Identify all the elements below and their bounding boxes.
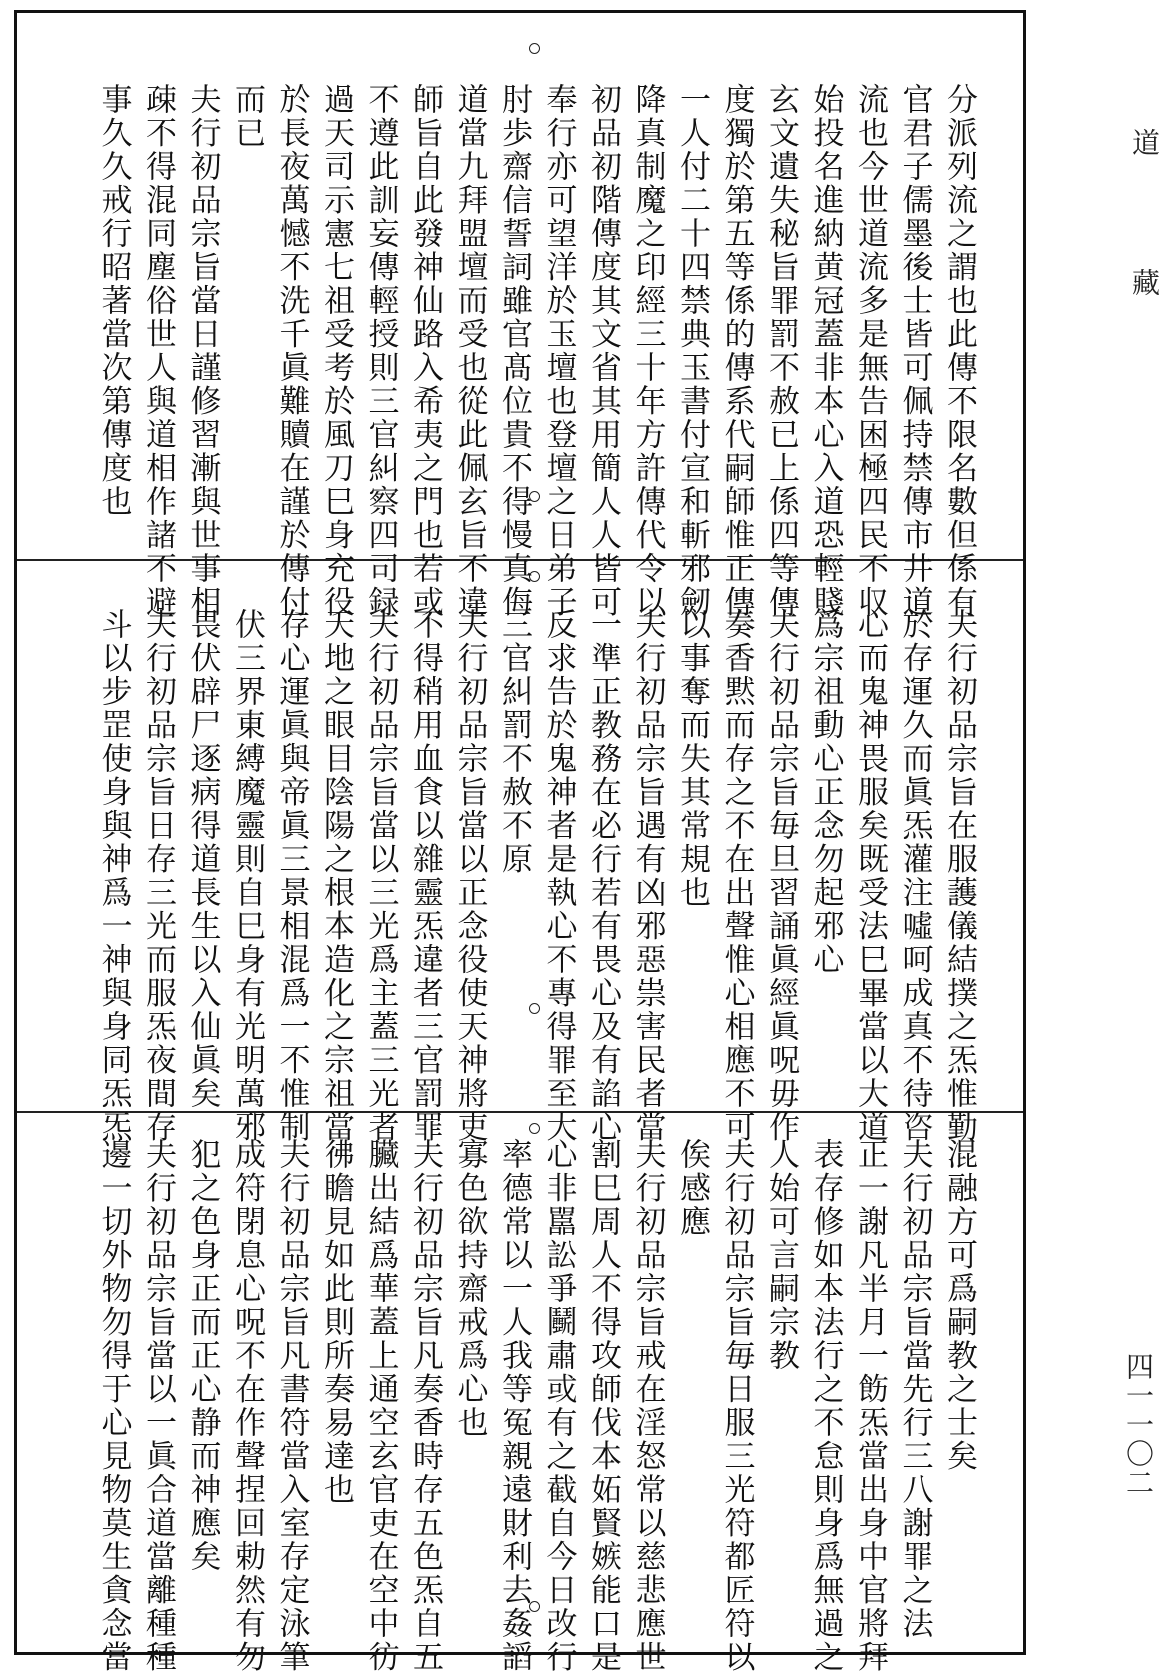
text-column: 官君子儒墨後士皆可佩持禁傳市井道 xyxy=(896,83,933,619)
text-column: 畏伏辟尸逐病得道長生以入仙眞矣 xyxy=(184,608,221,1111)
text-column: 爲宗祖動心正念勿起邪心 xyxy=(807,608,844,977)
text-column: 夫行初品宗旨當以三光爲主蓋三光者 xyxy=(362,608,399,1144)
text-column: 分派列流之謂也此傳不限名數但係有 xyxy=(941,83,977,619)
text-panel-bottom xyxy=(77,1138,977,1674)
text-column: 疎不得混同塵俗世人與道相作諸不避 xyxy=(140,83,176,619)
margin-title-zang: 藏 xyxy=(1128,268,1161,296)
text-column: 正一謝凡半月一飭炁當出身中官將拜 xyxy=(852,1138,888,1674)
text-column: 三官糾罰不赦不原 xyxy=(496,608,532,876)
text-column: 一準正教務在必行若有畏心及有諂心 xyxy=(585,608,621,1144)
text-column: 夫行初品宗旨凡書符當入室存定泳筆 xyxy=(273,1138,310,1674)
text-column: 俟感應 xyxy=(674,1138,710,1239)
text-column: 夫行初品宗旨戒在淫怒常以慈悲應世 xyxy=(629,1138,666,1674)
text-panel-top xyxy=(77,83,977,619)
text-column: 混融方可爲嗣教之士矣 xyxy=(941,1138,977,1473)
text-column: 夫行初品宗旨毎旦習誦眞經眞呪毋作 xyxy=(763,608,799,1144)
punctuation-circle-icon xyxy=(529,1123,540,1134)
text-column: 天地之眼目陰陽之根本造化之宗祖當 xyxy=(318,608,354,1144)
text-column: 夫行初品宗旨當以正念役使天神將吏 xyxy=(451,608,488,1144)
text-column: 心而鬼神畏服矣既受法巳畢當以大道 xyxy=(852,608,888,1144)
text-column: 反求告於鬼神者是執心不專得罪至大 xyxy=(540,608,577,1144)
text-column: 夫行初品宗旨日存三光而服炁夜間存 xyxy=(140,608,176,1144)
text-column: 夫行初品宗旨在服䕶儀結撲之炁惟勤 xyxy=(941,608,977,1144)
text-column: 表存修如本法行之不怠則身爲無過之 xyxy=(807,1138,844,1674)
text-column: 夫行初品宗旨當日謹修習漸與世事相 xyxy=(184,83,221,619)
text-column: 伏三界東縛魔靈則自巳身有光明萬邪 xyxy=(229,608,265,1144)
text-column: 而已 xyxy=(229,83,265,150)
margin-title-dao: 道 xyxy=(1128,128,1161,156)
text-column: 夫行初品宗旨當以一眞合道當離種種 xyxy=(140,1138,176,1674)
text-column: 事久久戒行昭著當次第傳度也 xyxy=(95,83,132,519)
text-column: 度獨於第五等係的傳系代嗣師惟正傳 xyxy=(718,83,755,619)
page-number: 四一一〇二 xyxy=(1122,1352,1155,1497)
text-column: 降真制魔之印經三十年方許傳代令以 xyxy=(629,83,666,619)
text-column: 道當九拜盟壇而受也從此佩玄旨不違 xyxy=(451,83,488,619)
text-panel-middle xyxy=(77,608,977,1144)
text-column: 過天司示憲七祖受考於風刀巳身充役 xyxy=(318,83,354,619)
text-column: 臟出結爲華蓋上通空玄官吏在空中彷 xyxy=(362,1138,399,1674)
text-column: 人始可言嗣宗教 xyxy=(763,1138,799,1373)
text-column: 不遵此訓妄傳輕授則三官糾察四司録 xyxy=(362,83,399,619)
text-column: 師旨自此發神仙路入希夷之門也若或 xyxy=(407,83,443,619)
text-column: 夫行初品宗旨毎日服三光符都匠符以 xyxy=(718,1138,755,1674)
text-column: 初品初階傳度其文省其用簡人人皆可 xyxy=(585,83,621,619)
text-column: 成符閉息心呪不在作聲捏回勅然有勿 xyxy=(229,1138,265,1674)
text-column: 奏香黙而存之不在出聲惟心相應不可 xyxy=(718,608,755,1144)
text-column: 始投名進納黄冠蓋非本心入道恐輕賤 xyxy=(807,83,844,619)
text-column: 寡色欲持齋戒爲心也 xyxy=(451,1138,488,1440)
page-frame xyxy=(14,10,1026,1674)
text-column: 夫行初品宗旨當先行三八謝罪之法 xyxy=(896,1138,933,1641)
text-column: 流也今世道流多是無告困極四民不収 xyxy=(852,83,888,619)
text-column: 犯之色身正而正心静而神應矣 xyxy=(184,1138,221,1574)
text-column: 心非嚚訟爭鬭肅或有之截自今日改行 xyxy=(540,1138,577,1674)
text-column: 夫行初品宗旨凡奏香時存五色炁自五 xyxy=(407,1138,443,1674)
text-column: 以事奪而失其常規也 xyxy=(674,608,710,910)
text-column: 肘歩齋信誓詞雖官髙位貴不得慢真侮 xyxy=(496,83,532,619)
text-column: 割巳周人不得攻師伐本妬賢嫉能口是 xyxy=(585,1138,621,1674)
text-column: 不得稍用血食以雜靈炁違者三官罰罪 xyxy=(407,608,443,1144)
text-column: 率德常以一人我等冤親遠財利去姦謟 xyxy=(496,1138,532,1674)
punctuation-circle-icon xyxy=(529,43,540,54)
text-column: 彿瞻見如此則所奏易達也 xyxy=(318,1138,354,1507)
text-column: 於長夜萬憾不洗千眞難贖在謹於傳付 xyxy=(273,83,310,619)
text-column: 玄文遺失秘旨罪罰不赦已上係四等傳 xyxy=(763,83,799,619)
text-column: 邊一切外物勿得于心見物莫生貪念當 xyxy=(95,1138,132,1674)
text-column: 於存運久而眞炁灌注噓呵成真不待咨 xyxy=(896,608,933,1144)
text-column: 存心運眞與帝眞三景相混爲一不惟制 xyxy=(273,608,310,1144)
text-column: 奉行亦可望洋於玉壇也登壇之日弟子 xyxy=(540,83,577,619)
text-column: 一人付二十四禁典玉書付宣和斬邪劒 xyxy=(674,83,710,619)
text-column: 夫行初品宗旨遇有凶邪惡祟害民者當 xyxy=(629,608,666,1144)
text-column: 斗以步罡使身與神爲一神與身同炁炁 xyxy=(95,608,132,1144)
